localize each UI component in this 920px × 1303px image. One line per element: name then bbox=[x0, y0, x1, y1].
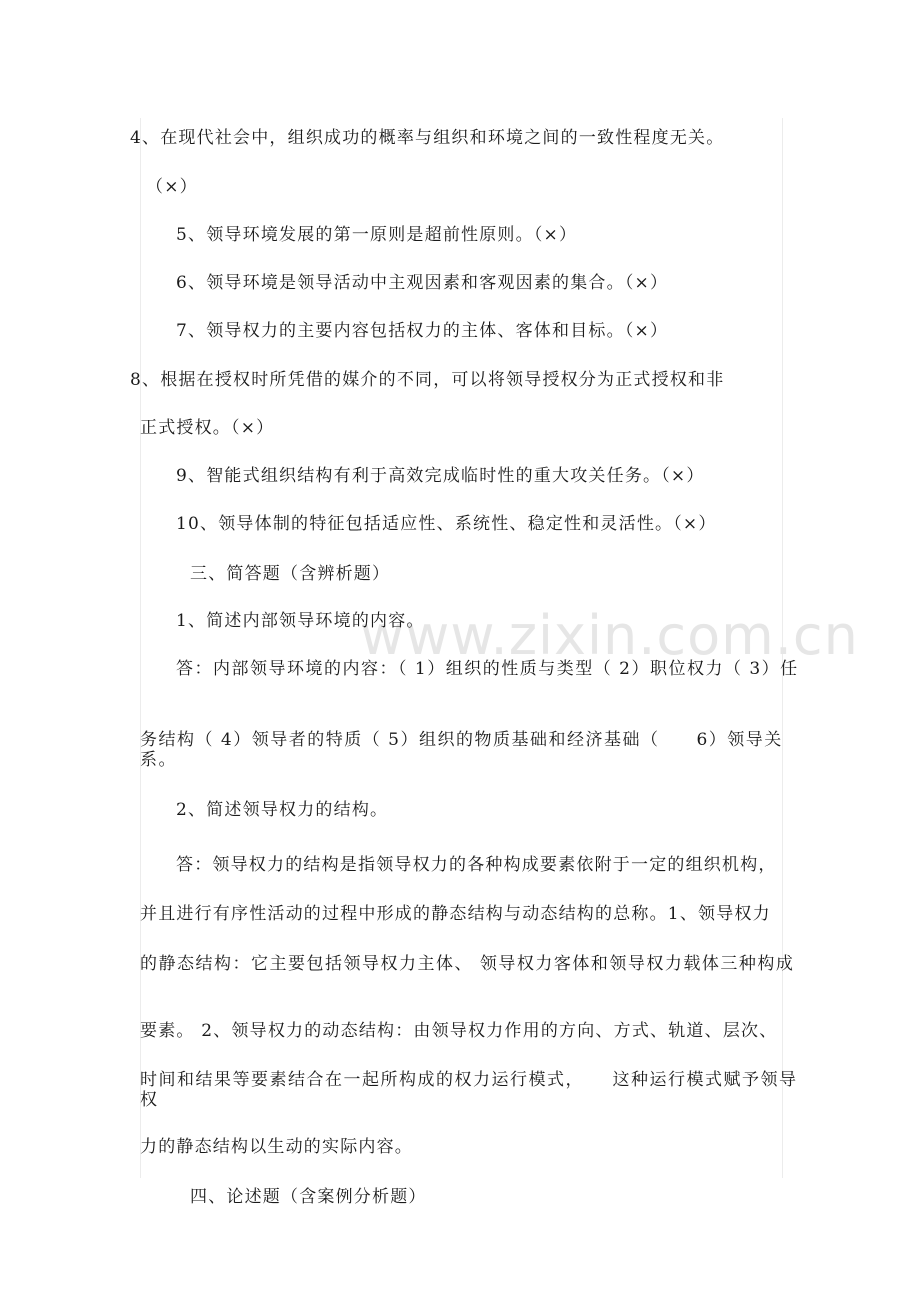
tf-item-9: 9、智能式组织结构有利于高效完成临时性的重大攻关任务。（×） bbox=[176, 466, 705, 486]
short-answer-2-answer-line-4: 要素。 2、领导权力的动态结构：由领导权力作用的方向、方式、轨道、层次、 bbox=[140, 1021, 778, 1041]
watermark-text: www.zixin.com.cn bbox=[360, 604, 859, 667]
short-answer-2-answer-line-5: 时间和结果等要素结合在一起所构成的权力运行模式， 这种运行模式赋予领导权 bbox=[140, 1070, 798, 1110]
tf-item-6: 6、领导环境是领导活动中主观因素和客观因素的集合。（×） bbox=[176, 273, 669, 293]
short-answer-1-answer-line-1: 答：内部领导环境的内容：（ 1）组织的性质与类型（ 2）职位权力（ 3）任 bbox=[176, 659, 799, 679]
short-answer-2-answer-line-2: 并且进行有序性活动的过程中形成的静态结构与动态结构的总称。1、领导权力 bbox=[140, 904, 771, 924]
short-answer-2-answer-line-3: 的静态结构：它主要包括领导权力主体、 领导权力客体和领导权力载体三种构成 bbox=[140, 954, 795, 974]
short-answer-2-answer-line-6: 力的静态结构以生动的实际内容。 bbox=[140, 1137, 413, 1157]
page-guide-left bbox=[140, 118, 141, 1178]
tf-item-7: 7、领导权力的主要内容包括权力的主体、客体和目标。（×） bbox=[176, 321, 669, 341]
section-heading-3: 三、简答题（含辨析题） bbox=[190, 564, 391, 584]
tf-item-4-line-1: 4、在现代社会中，组织成功的概率与组织和环境之间的一致性程度无关。 bbox=[130, 128, 725, 148]
short-answer-1-question: 1、简述内部领导环境的内容。 bbox=[176, 611, 425, 631]
tf-item-8-line-2: 正式授权。（×） bbox=[140, 418, 275, 438]
tf-item-8-line-1: 8、根据在授权时所凭借的媒介的不同，可以将领导授权分为正式授权和非 bbox=[130, 370, 725, 390]
section-heading-4: 四、论述题（含案例分析题） bbox=[190, 1187, 427, 1207]
tf-item-5: 5、领导环境发展的第一原则是超前性原则。（×） bbox=[176, 225, 578, 245]
short-answer-2-answer-line-1: 答：领导权力的结构是指领导权力的各种构成要素依附于一定的组织机构， bbox=[176, 855, 777, 875]
short-answer-2-question: 2、简述领导权力的结构。 bbox=[176, 800, 389, 820]
tf-item-4-line-2: （×） bbox=[146, 177, 198, 197]
short-answer-1-answer-line-2: 务结构（ 4）领导者的特质（ 5）组织的物质基础和经济基础（ 6）领导关系。 bbox=[140, 730, 783, 770]
tf-item-10: 10、领导体制的特征包括适应性、系统性、稳定性和灵活性。（×） bbox=[176, 514, 717, 534]
